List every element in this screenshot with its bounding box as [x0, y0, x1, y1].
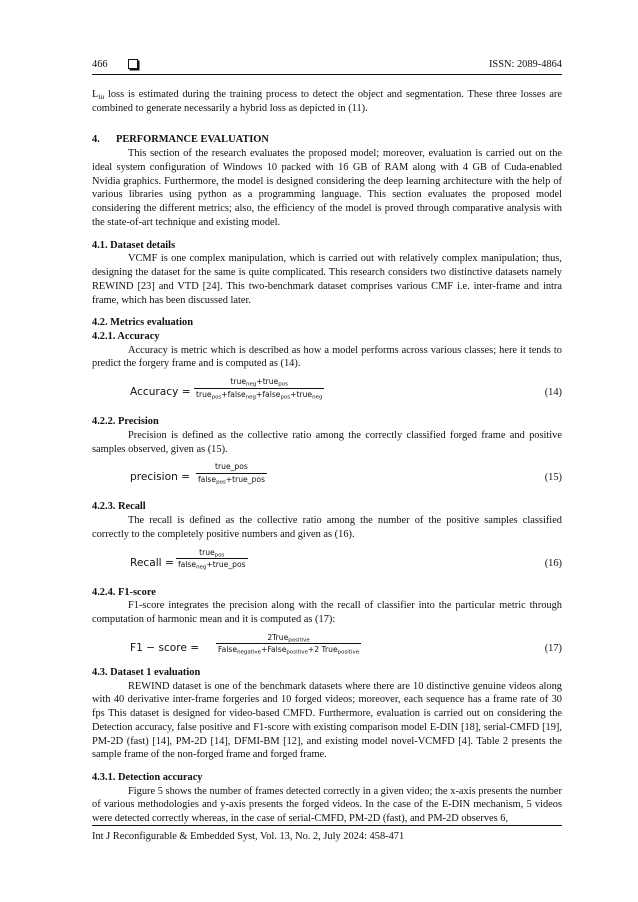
- eq15-lhs: precision =: [130, 471, 191, 484]
- eq16-lhs: Recall =: [130, 556, 174, 569]
- intro-paragraph: $L_{iu}$ loss is estimated during the training process to detect the object and segmentation. These three losses are combined to generate necessarily a hybrid loss as depicted in (11).: [92, 89, 562, 114]
- section-4-3-heading: 4.3. Dataset 1 evaluation: [92, 666, 201, 678]
- section-4-3-1-heading: 4.3.1. Detection accuracy: [92, 771, 203, 783]
- page-header: [92, 58, 562, 74]
- article-body: [92, 88, 562, 826]
- section-4-heading: 4. PERFORMANCE EVALUATION: [92, 134, 269, 146]
- eq15-fraction: true_pos false$_{pos}$+true_pos: [198, 462, 265, 486]
- section-4-2-2-heading: 4.2.2. Precision: [92, 416, 159, 428]
- section-4-2-1-paragraph: Accuracy is metric which is described as how a model performs across various classes; here it tends to predict the forgery frame and is computed as (14).: [92, 344, 562, 370]
- section-4-1-heading: 4.1. Dataset details: [92, 239, 176, 251]
- eq17-fraction: 2True$_{positive}$ False$_{negative}$+False$_{positive}$+2 True$_{positive}$: [218, 632, 360, 656]
- eq14-number: (14): [544, 387, 562, 399]
- section-4-2-3-heading: 4.2.3. Recall: [92, 501, 146, 513]
- section-4-2-4-paragraph: F1-score integrates the precision along with the recall of classifier into the particular metric through computation of harmonic mean and it is computed as (17):: [92, 600, 562, 626]
- eq16-fraction: true$_{pos}$ false$_{neg}$+true_pos: [178, 547, 246, 571]
- header-rule: [92, 74, 562, 75]
- issn: ISSN: 2089-4864: [488, 59, 562, 70]
- eq17-number: (17): [544, 642, 562, 654]
- eq15-number: (15): [544, 472, 562, 484]
- equation-14: [92, 376, 562, 410]
- footer-rule: [92, 825, 562, 826]
- eq16-number: (16): [544, 557, 562, 569]
- eq17-lhs: F1 − score =: [130, 641, 200, 654]
- section-4-2-1-heading: 4.2.1. Accuracy: [92, 331, 160, 343]
- eq14-fraction: true$_{neg}$+true$_{pos}$ true$_{pos}$+false$_{neg}$+false$_{pos}$+true$_{neg}$: [196, 377, 323, 401]
- section-4-2-2-paragraph: Precision is defined as the collective ratio among the correctly classified forged frame and positive samples observed, given as (15).: [92, 429, 562, 455]
- section-4-2-heading: 4.2. Metrics evaluation: [92, 317, 193, 329]
- eq14-lhs: Accuracy =: [130, 386, 191, 399]
- section-4-paragraph: This section of the research evaluates the proposed model; moreover, evaluation is carried out on the ideal system configuration of Windows 10 packed with 16 GB of RAM along with 4 GB of Cuda-enabled Nvidia graphics. Furthermore, the model is designed considering the deep learning architecture with the help of various libraries using python as a programming language. This section evaluates the proposed model considering the different metrics; also, the efficiency of the model is proved through comparative analysis with the state-of-art technique and existing model.: [92, 148, 562, 228]
- section-4-3-paragraph: REWIND dataset is one of the benchmark datasets where there are 10 distinctive genuine videos along with 40 derivative inter-frame forgeries and 10 forged videos; moreover, each sequence has a frame rate of 30 fps This dataset is designed for video-based CMFD. Furthermore, evaluation is carried out on considering the Detection accuracy, false positive and F1-score with existing comparison model E-DIN [18], serial-CMFD [19], PM-2D (fast) [14], PM-2D [14], DFMI-BM [12], and existing model novel-VCMFD [4]. Table 2 presents the sample frame of the non-forged frame and forged frame.: [92, 680, 562, 761]
- section-4-2-3-paragraph: The recall is defined as the collective ratio among the number of the positive samples classified correctly to the completely positive numbers and given as (16).: [92, 515, 562, 540]
- page-number: 466: [92, 59, 108, 70]
- page-footer: Int J Reconfigurable & Embedded Syst, Vol. 13, No. 2, July 2024: 458-471: [92, 831, 405, 842]
- section-4-1-paragraph: VCMF is one complex manipulation, which is carried out with relatively complex manipulation; thus, designing the dataset for the same is quite complicated. This research considers two distinctive datasets namely REWIND [23] and VTD [24]. This two-benchmark dataset comprises various CMF i.e. inter-frame and intra frame, which has been discussed later.: [92, 253, 562, 306]
- section-4-2-4-heading: 4.2.4. F1-score: [92, 586, 156, 598]
- section-4-3-1-paragraph: Figure 5 shows the number of frames detected correctly in a given video; the x-axis presents the number of various methodologies and y-axis presents the forged videos. In the case of the E-DIN mechanism, 5 videos were detected correctly whereas, in the case of serial-CMFD, PM-2D (fast), and PM-2D observes 6,: [92, 785, 562, 825]
- equation-15: [92, 461, 562, 495]
- journal-box-icon: [128, 59, 138, 69]
- equation-16: [92, 547, 562, 581]
- equation-17: [92, 632, 562, 666]
